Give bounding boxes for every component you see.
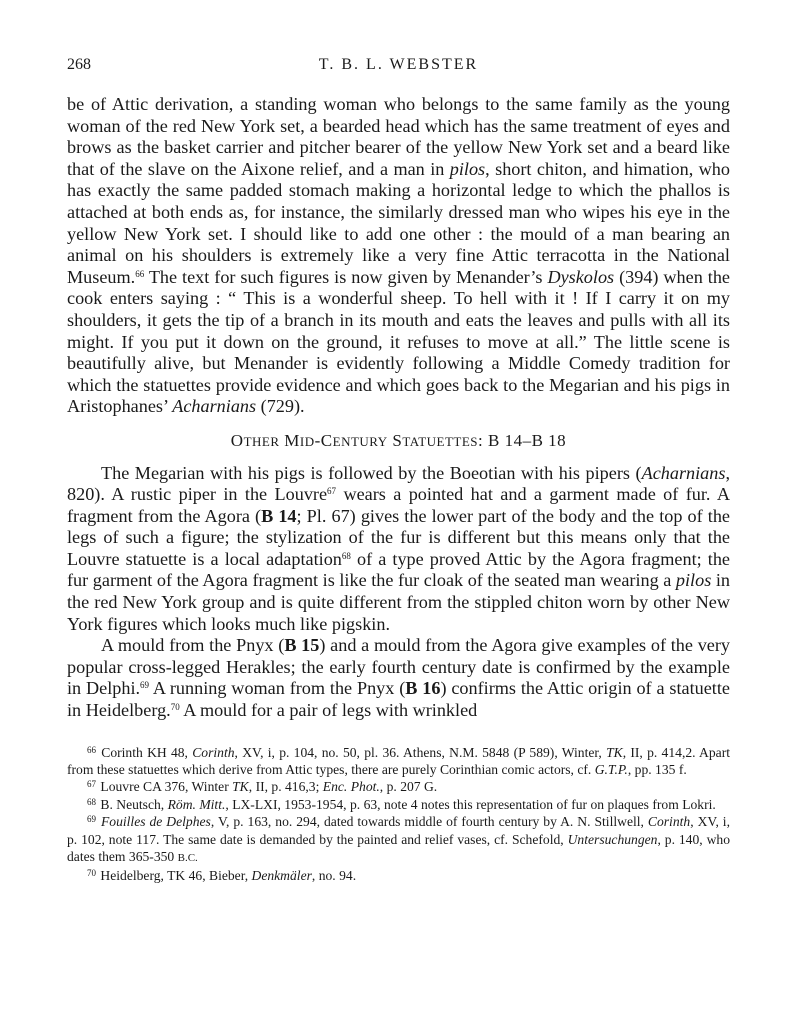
page [67,52,730,885]
italic-run: Fouilles de Delphes [100,814,211,830]
text-run: The Megarian with his pigs is followed by the Boeotian with his pipers ( [101,462,642,483]
catalogue-ref-b16: B 16 [405,678,441,699]
footnote-ref-70[interactable]: 70 [170,702,180,713]
heading-cap: M [284,430,300,450]
footnote-number: 68 [87,796,96,807]
italic-run: TK [232,779,249,795]
text-run: in the red New York group and is quite different from the stippled chiton worn by other New York figures which looks much like pigskin. [67,570,730,634]
heading-cap: S [392,430,403,450]
italic-run: pilos [449,158,486,179]
text-run: (729). [256,396,305,417]
text-run: B. Neutsch, [97,796,168,812]
text-run: ; Pl. 67) gives the lower part of the body and the top of the legs of such a figure; the stylization of the fur is different but this means only that the Louvre statuette is a local adaptation [67,505,730,569]
italic-run: Untersuchungen [567,831,658,847]
paragraph-2 [67,463,730,636]
text-run: , II, p. 414,2. Apart from these statuettes which derive from Attic types, there are purely Corinthian comic actors, cf. [67,744,731,778]
heading-smallcaps: THER [243,433,280,449]
text-run: , XV, i, p. 102, note 117. The same date is demanded by the painted and relief vases, cf. Schefold, [67,814,730,847]
catalogue-ref-b14: B 14 [261,505,297,526]
footnote-66 [67,744,730,779]
text-run: A mould for a pair of legs with wrinkled [179,700,478,721]
text-run: ) confirms the Attic origin of a statuette in Heidelberg. [67,678,730,721]
footnote-68 [67,796,730,813]
italic-run: Corinth [192,744,235,760]
heading-cap: C [320,430,333,450]
heading-dash: - [314,430,321,450]
footnotes [67,744,730,885]
footnote-69 [67,813,730,867]
italic-run: Acharnians [172,396,257,417]
body-text [67,94,730,722]
italic-run: Dyskolos [547,266,615,287]
footnote-ref-67[interactable]: 67 [327,486,337,497]
page-number: 268 [67,56,91,73]
italic-run: Corinth [647,814,691,830]
text-run: , 820). A rustic piper in the Louvre [67,462,730,505]
italic-run: G.T.P. [594,762,628,778]
section-heading [67,430,730,453]
text-run: , p. 140, who dates them 365-350 [67,831,730,865]
text-run: The text for such figures is now given by Menander’s [144,266,548,287]
italic-run: Acharnians [641,462,726,483]
text-run: of a type proved Attic by the Agora fragment; the fur garment of the Agora fragment is like the fur cloak of the seated man wearing a [67,548,730,591]
text-run: , II, p. 416,3; [248,779,323,795]
heading-smallcaps: ENTURY [332,433,388,449]
footnote-number: 66 [87,744,96,755]
paragraph-1 [67,94,730,418]
text-run: ) and a mould from the Agora give examples of the very popular cross-legged Herakles; the early fourth century date is confirmed by the example in Delphi. [67,635,731,699]
running-title: T. B. L. WEBSTER [318,56,479,73]
footnote-ref-66[interactable]: 66 [135,268,145,279]
catalogue-ref-b15: B 15 [284,635,320,656]
footnote-number: 69 [87,814,96,825]
text-run: , no. 94. [311,868,357,884]
footnote-number: 70 [87,868,96,879]
footnote-ref-68[interactable]: 68 [341,550,351,561]
footnote-number: 67 [87,779,96,790]
small-caps-run: B.C. [177,852,198,865]
footnote-70 [67,867,730,884]
text-run: A running woman from the Pnyx ( [149,678,406,699]
text-run: , p. 207 G. [379,779,438,795]
heading-tail: : B 14–B 18 [478,430,567,450]
text-run: wears a pointed hat and a garment made of fur. A fragment from the Agora ( [67,484,730,526]
text-run: , short chiton, and himation, who has exactly the same padded stomach making a horizontal ledge to which the phallos is attached at both ends as, for instance, the similarly dressed man who wipes his eye in the yellow New York set. I should like to add one other : the mould of a man bearing an animal on his shoulders is extremely like a very fine Attic terracotta in the National Museum. [67,158,730,287]
page-header [67,52,730,78]
text-run: , LX-LXI, 1953-1954, p. 63, note 4 notes this representation of fur on plaques from Lokri. [225,796,716,812]
italic-run: TK [606,744,623,760]
text-run: , pp. 135 f. [627,762,687,778]
text-run: , V, p. 163, no. 294, dated towards middle of fourth century by A. N. Stillwell, [210,814,648,830]
text-run: Corinth KH 48, [97,744,193,760]
heading-cap: O [230,430,244,450]
text-run: (394) when the cook enters saying : “ This is a wonderful sheep. To hell with it ! If I carry it on my shoulders, it gets the tip of a branch in its mouth and eats the leaves and pulls with all its might. If you put it down on the ground, it refuses to move at all.” The little scene is beautifully alive, but Menander is evidently following a Middle Comedy tradition for which the statuettes provide evidence and which goes back to the Megarian and his pigs in Aristophanes’ [67,266,730,417]
footnote-ref-69[interactable]: 69 [140,680,150,691]
italic-run: pilos [675,570,712,591]
text-run: Louvre CA 376, Winter [97,779,233,795]
text-run: be of Attic derivation, a standing woman who belongs to the same family as the young woman of the red New York set, a bearded head which has the same treatment of eyes and brows as the basket carrier and pitcher bearer of the yellow New York set and a beard like that of the slave on the Aixone relief, and a man in [67,94,730,179]
text-run: A mould from the Pnyx ( [101,635,285,656]
text-run: , XV, i, p. 104, no. 50, pl. 36. Athens, N.M. 5848 (P 589), Winter, [234,744,607,760]
paragraph-3 [67,635,730,721]
heading-smallcaps: ID [299,433,315,449]
footnote-67 [67,778,730,795]
italic-run: Denkmäler [251,868,312,884]
italic-run: Röm. Mitt. [167,796,226,812]
text-run: Heidelberg, TK 46, Bieber, [97,868,252,884]
italic-run: Enc. Phot. [322,779,380,795]
heading-smallcaps: TATUETTES [402,433,479,449]
